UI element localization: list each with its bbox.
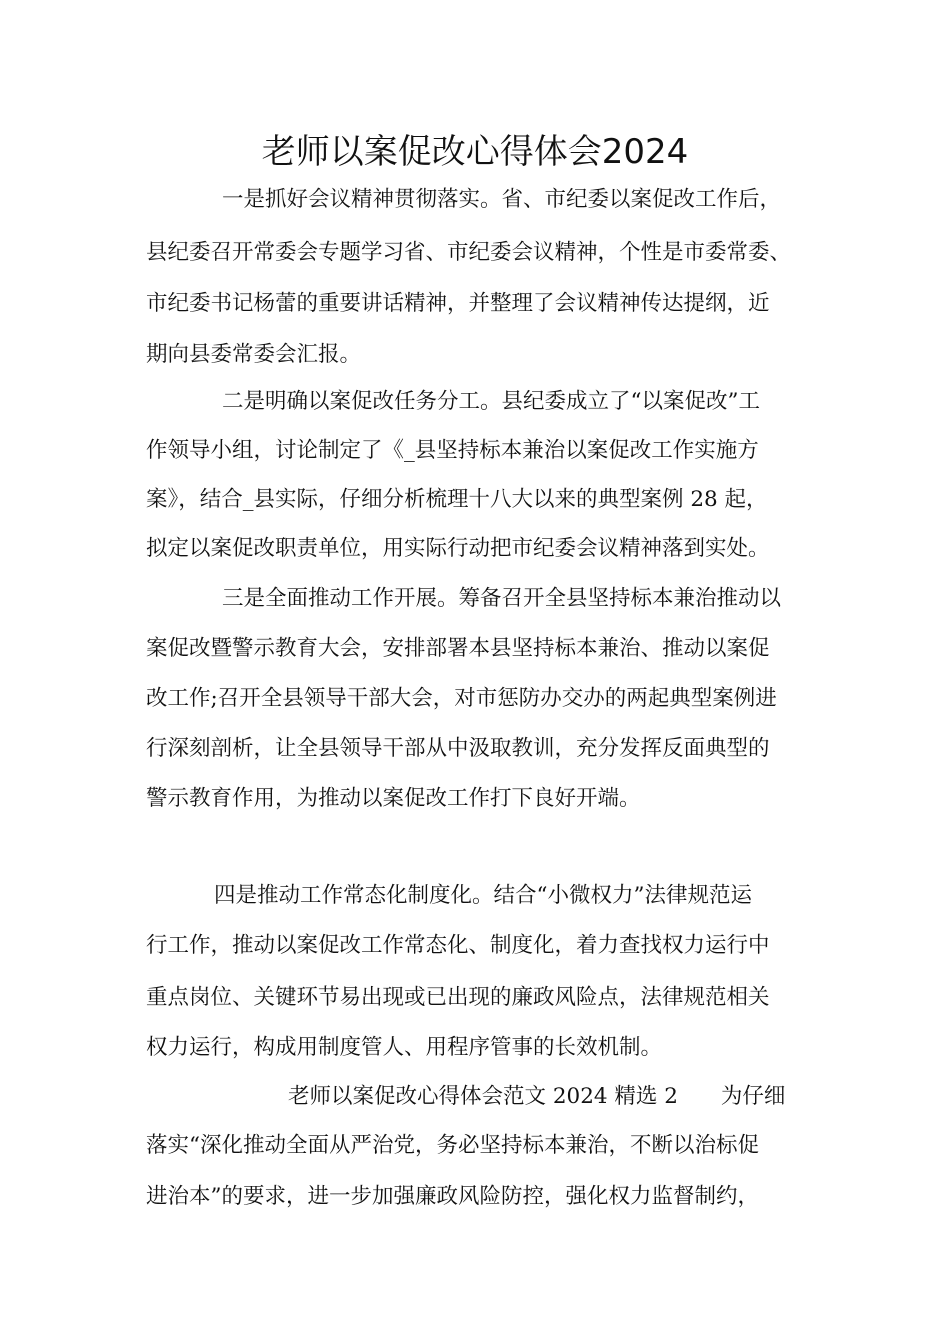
paragraph-line: 老师以案促改心得体会范文 2024 精选 2 为仔细 [288,1084,786,1109]
paragraph-line: 县纪委召开常委会专题学习省、市纪委会议精神，个性是市委常委、 [146,240,792,265]
paragraph-line: 落实“深化推动全面从严治党，务必坚持标本兼治，不断以治标促 [146,1133,759,1158]
paragraph-line: 期向县委常委会汇报。 [146,342,362,367]
paragraph-line: 进治本”的要求，进一步加强廉政风险防控，强化权力监督制约， [146,1184,759,1209]
paragraph-line: 四是推动工作常态化制度化。结合“小微权力”法律规范运 [214,883,752,908]
paragraph-line: 案》，结合_县实际，仔细分析梳理十八大以来的典型案例 28 起， [146,487,768,512]
paragraph-line: 二是明确以案促改任务分工。县纪委成立了“以案促改”工 [222,389,760,414]
paragraph-line: 行深刻剖析，让全县领导干部从中汲取教训，充分发挥反面典型的 [146,736,770,761]
document-title: 老师以案促改心得体会2024 [261,132,689,172]
paragraph-line: 三是全面推动工作开展。筹备召开全县坚持标本兼治推动以 [222,586,782,611]
paragraph-line: 一是抓好会议精神贯彻落实。省、市纪委以案促改工作后， [222,187,782,212]
paragraph-line: 重点岗位、关键环节易出现或已出现的廉政风险点，法律规范相关 [146,985,770,1010]
paragraph-line: 警示教育作用，为推动以案促改工作打下良好开端。 [146,786,641,811]
paragraph-line: 改工作;召开全县领导干部大会，对市惩防办交办的两起典型案例进 [146,686,777,711]
paragraph-line: 案促改暨警示教育大会，安排部署本县坚持标本兼治、推动以案促 [146,636,770,661]
paragraph-line: 行工作，推动以案促改工作常态化、制度化，着力查找权力运行中 [146,933,770,958]
paragraph-line: 作领导小组，讨论制定了《_县坚持标本兼治以案促改工作实施方 [146,438,759,463]
paragraph-line: 权力运行，构成用制度管人、用程序管事的长效机制。 [146,1035,663,1060]
paragraph-line: 拟定以案促改职责单位，用实际行动把市纪委会议精神落到实处。 [146,536,770,561]
paragraph-line: 市纪委书记杨蕾的重要讲话精神，并整理了会议精神传达提纲，近 [146,291,770,316]
